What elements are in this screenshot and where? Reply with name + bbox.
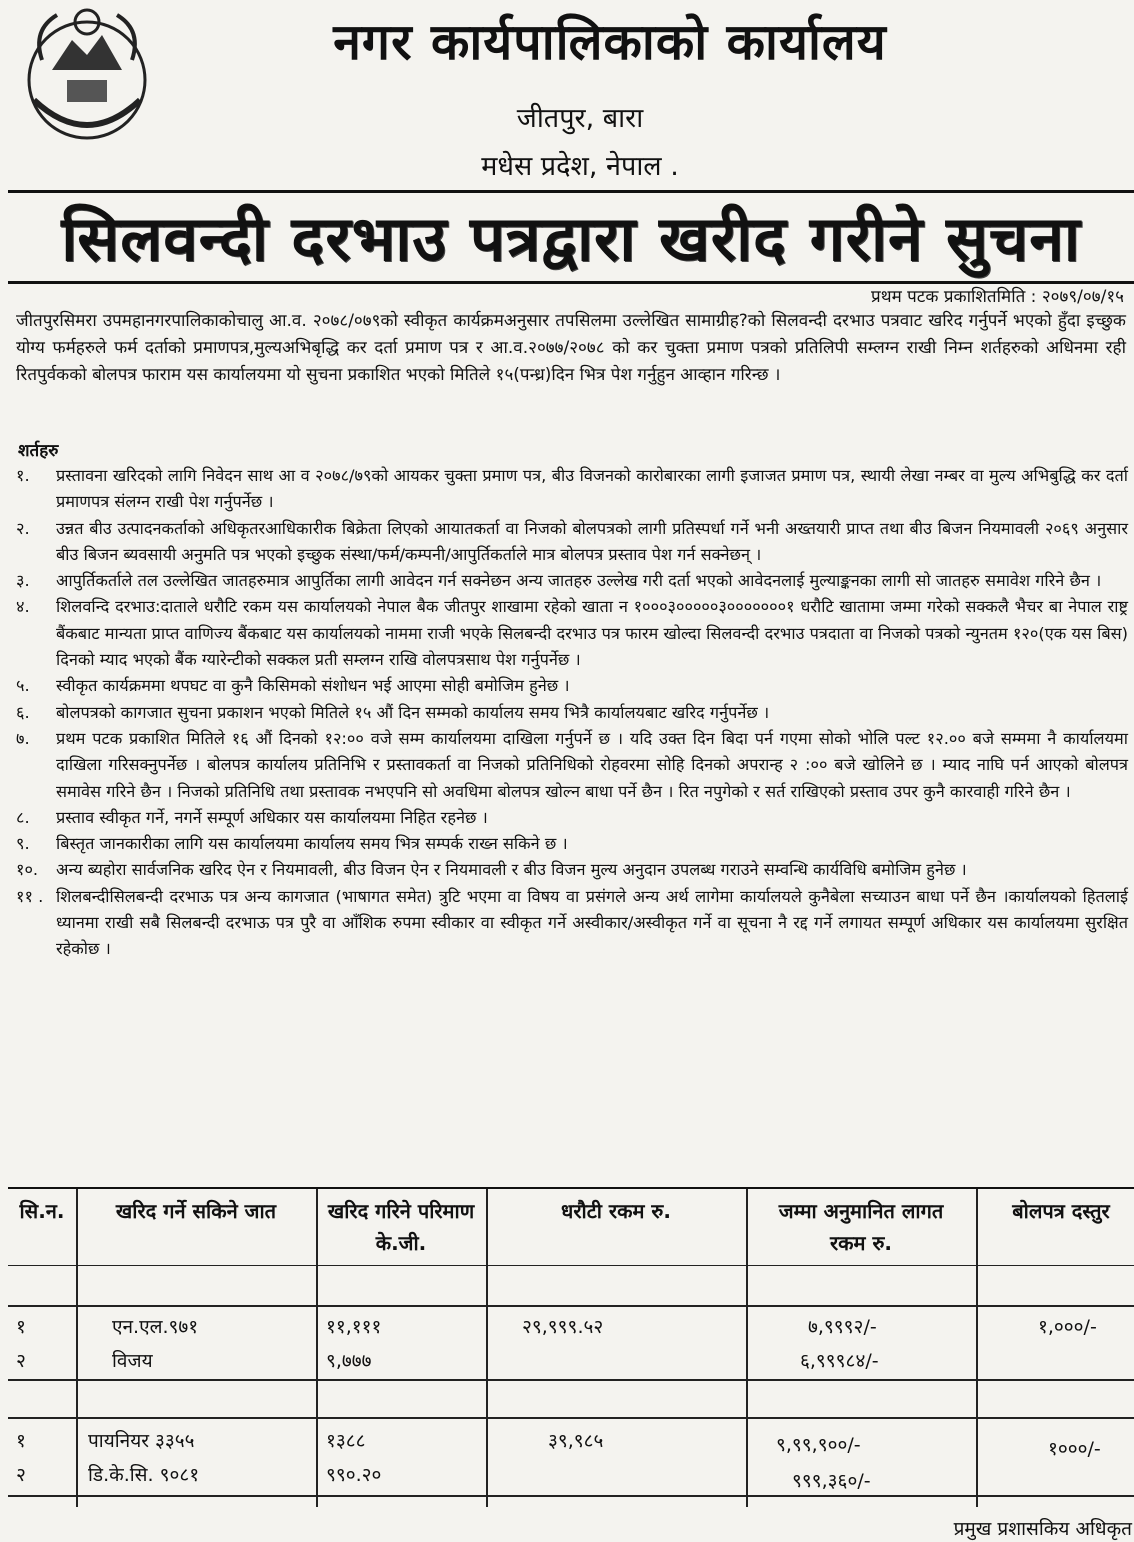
header-serial: सि.न. (19, 1199, 65, 1223)
table-cell-amount: ९९९,३६०/- (792, 1470, 871, 1492)
condition-item (16, 516, 1128, 569)
table-cell-variety: विजय (112, 1350, 153, 1372)
table-cell-amount: ७,९९९२/- (808, 1316, 877, 1338)
condition-text: शिलवन्दि दरभाउ:दाताले धरौटि रकम यस कार्यालयको नेपाल बैक जीतपुर शाखामा रहेको खाता न १०००३०००००३०००००००१ धरौटि खातामा जम्मा गरेको सक्कलै भैचर बा नेपाल राष्ट्र बैंकबाट मान्यता प्राप्त वाणिज्य बैंकबाट यस कार्यालयको नाममा राजी भएके सिलबन्दी दरभाउ पत्र फारम खोल्दा सिलवन्दी दरभाउ पत्रदाता वा निजको पत्रको न्युनतम १२०(एक यस बिस) दिनको म्याद भएको बैंक ग्यारेन्टीको सक्कल प्रती सम्लग्न राखि वोलपत्रसाथ पेश गर्नुपर्नेछ । (56, 597, 1128, 670)
condition-text: शिलबन्दीसिलबन्दी दरभाऊ पत्र अन्य कागजात (भाषागत समेत) त्रुटि भएमा वा विषय वा प्रसंगले अन्य अर्थ लागेमा कार्यालयले कुनैबेला सच्याउन बाधा पर्ने छैन ।कार्यालयको हितलाई ध्यानमा राखी सबै सिलबन्दी दरभाऊ पत्र पुरै वा आँशिक रुपमा स्वीकार वा स्वीकृत गर्ने अस्वीकार/अस्वीकृत गर्ने वा सूचना नै रद्द गर्ने लगायत सम्पूर्ण अधिकार यस कार्यालयमा सुरक्षित रहेकोछ । (56, 886, 1128, 959)
table-cell-variety: डि.के.सि. ९०८१ (88, 1464, 200, 1486)
condition-number: ११ . (16, 886, 44, 906)
table-cell-serial: १ (16, 1316, 26, 1338)
condition-item (16, 857, 1128, 883)
table-cell-variety: एन.एल.९७१ (112, 1316, 199, 1338)
header-variety: खरिद गर्ने सकिने जात (115, 1199, 277, 1223)
nepal-emblem-icon (12, 0, 162, 150)
condition-text: प्रस्तावना खरिदको लागि निवेदन साथ आ व २०७८/७९को आयकर चुक्ता प्रमाण पत्र, बीउ विजनको कारोबारका लागी इजाजत प्रमाण पत्र, स्थायी लेखा नम्बर वा मुल्य अभिबुद्धि कर दर्ता प्रमाणपत्र संलग्न राखी पेश गर्नुपर्नेछ । (56, 466, 1128, 512)
condition-number: १. (16, 466, 30, 485)
table-cell-amount: ९,९९,९००/- (776, 1434, 861, 1456)
publication-date: प्रथम पटक प्रकाशितमिति : २०७९/०७/१५ (871, 287, 1124, 307)
table-cell-deposit: ३९,९८५ (548, 1430, 604, 1452)
condition-number: ३. (16, 571, 30, 591)
table-cell-deposit: २९,९९९.५२ (522, 1316, 604, 1338)
condition-item (16, 594, 1128, 673)
condition-number: ६. (16, 702, 30, 722)
table-cell-quantity: ९९०.२० (326, 1464, 382, 1486)
condition-text: प्रस्ताव स्वीकृत गर्ने, नगर्ने सम्पूर्ण अधिकार यस कार्यालयमा निहित रहनेछ । (56, 807, 488, 827)
condition-text: उन्नत बीउ उत्पादनकर्ताको अधिकृतरआधिकारीक बिक्रेता लिएको आयातकर्ता वा निजको बोलपत्रको लागी प्रतिस्पर्धा गर्ने भनी अख्तयारी प्राप्त तथा बीउ बिजन नियमावली २०६९ अनुसार बीउ बिजन ब्यवसायी अनुमति पत्र भएको इच्छुक संस्था/फर्म/कम्पनी/आपुर्तिकर्ताले मात्र बोलपत्र प्रस्ताव पेश गर्न सक्नेछन् । (56, 518, 1128, 564)
condition-number: ५. (16, 676, 30, 696)
table-cell-amount: ६,९९९८४/- (800, 1350, 879, 1372)
condition-number: २. (16, 518, 30, 538)
office-title: नगर कार्यपालिकाको कार्यालय (333, 13, 887, 71)
condition-number: ७. (16, 728, 30, 748)
table-cell-serial: २ (16, 1464, 26, 1486)
conditions-list (16, 463, 1128, 963)
table-cell-serial: १ (16, 1430, 26, 1452)
condition-text: प्रथम पटक प्रकाशित मितिले १६ औं दिनको १२:०० वजे सम्म कार्यालयमा दाखिला गर्नुपर्ने छ । यदि उक्त दिन बिदा पर्न गएमा सोको भोलि पल्ट १२.०० बजे सम्ममा नै कार्यालयमा दाखिला गरिसक्नुपर्नेछ । बोलपत्र कार्यालय प्रतिनिभि र प्रस्तावकर्ता वा निजको प्रतिनिधिको रोहवरमा सोहि दिनको अपरान्ह २ :०० बजे खोलिने छ । म्याद नाघि पर्न आएको बोलपत्र समावेस गरिने छैन । निजको प्रतिनिधि तथा प्रस्तावक नभएपनि सो अवधिमा बोलपत्र खोल्न बाधा पर्ने छैन । रित नपुगेको र सर्त राखिएको प्रस्ताव उपर कुनै कारवाही गरिने छैन । (56, 728, 1128, 801)
address-line-province: मधेस प्रदेश, नेपाल . (481, 151, 679, 182)
condition-text: अन्य ब्यहोरा सार्वजनिक खरिद ऐन र नियमावली, बीउ विजन ऐन र नियमावली र बीउ विजन मुल्य अनुदान उपलब्ध गराउने सम्वन्धि कार्यविधि बमोजिम हुनेछ । (56, 860, 967, 880)
header-bid-fee: बोलपत्र दस्तुर (1012, 1199, 1110, 1223)
header-quantity: खरिद गरिने परिमाण के.जी. (327, 1199, 475, 1255)
condition-text: स्वीकृत कार्यक्रममा थपघट वा कुनै किसिमको संशोधन भई आएमा सोही बमोजिम हुनेछ । (56, 676, 570, 696)
procurement-table (8, 1187, 1134, 1507)
condition-number: १०. (16, 860, 39, 880)
condition-number: ९. (16, 834, 30, 854)
condition-item (16, 673, 1128, 699)
condition-number: ४. (16, 597, 30, 617)
conditions-heading: शर्तहरु (18, 441, 59, 461)
condition-item (16, 463, 1128, 516)
condition-item (16, 700, 1128, 726)
condition-item (16, 726, 1128, 805)
condition-item (16, 831, 1128, 857)
signature-line: प्रमुख प्रशासकिय अधिकृत (953, 1518, 1132, 1540)
table-cell-quantity: ९,७७७ (326, 1350, 372, 1372)
condition-item (16, 568, 1128, 594)
table-cell-fee: १,०००/- (1038, 1316, 1097, 1338)
table-cell-fee: १०००/- (1048, 1438, 1101, 1460)
condition-text: आपुर्तिकर्ताले तल उल्लेखित जातहरुमात्र आपुर्तिका लागी आवेदन गर्न सक्नेछन अन्य जातहरु उल्लेख गरी दर्ता भएको आवेदनलाई मुल्याङ्कनका लागी सो जातहरु समावेश गरिने छैन । (56, 571, 1102, 591)
condition-text: बोलपत्रको कागजात सुचना प्रकाशन भएको मितिले १५ औं दिन सम्मको कार्यालय समय भित्रै कार्यालयबाट खरिद गर्नुपर्नेछ । (56, 702, 770, 722)
condition-item (16, 884, 1128, 963)
table-cell-serial: २ (16, 1350, 26, 1372)
condition-number: ८. (16, 807, 30, 827)
condition-item (16, 805, 1128, 831)
table-cell-quantity: १३८८ (326, 1430, 366, 1452)
header-deposit: धरौटी रकम रु. (561, 1199, 671, 1223)
notice-title: सिलवन्दी दरभाउ पत्रद्वारा खरीद गरीने सुचना (8, 190, 1134, 284)
table-cell-quantity: ११,१११ (326, 1316, 382, 1338)
condition-text: बिस्तृत जानकारीका लागि यस कार्यालयमा कार्यालय समय भित्र सम्पर्क राख्न सकिने छ । (56, 834, 568, 854)
intro-paragraph: जीतपुरसिमरा उपमहानगरपालिकाकोचालु आ.व. २०७८/०७९को स्वीकृत कार्यक्रमअनुसार तपसिलमा उल्लेखित सामाग्रीह?को सिलवन्दी दरभाउ पत्रवाट खरिद गर्नुपर्ने भएको हुँदा इच्छुक योग्य फर्महरुले फर्म दर्ताको प्रमाणपत्र,मुल्यअभिबृद्धि कर दर्ता प्रमाण पत्र र आ.व.२०७७/२०७८ को कर चुक्ता प्रमाण पत्रको प्रतिलिपी सम्लग्न राखी निम्न शर्तहरुको अधिनमा रही रितपुर्वकको बोलपत्र फाराम यस कार्यालयमा यो सुचना प्रकाशित भएको मितिले १५(पन्ध्र)दिन भित्र पेश गर्नुहुन आव्हान गरिन्छ । (16, 311, 1126, 385)
table-header (8, 1189, 1134, 1266)
address-line-city: जीतपुर, बारा (516, 103, 644, 134)
header-estimated-cost: जम्मा अनुमानित लागत रकम रु. (778, 1199, 944, 1255)
table-cell-variety: पायनियर ३३५५ (88, 1430, 195, 1452)
